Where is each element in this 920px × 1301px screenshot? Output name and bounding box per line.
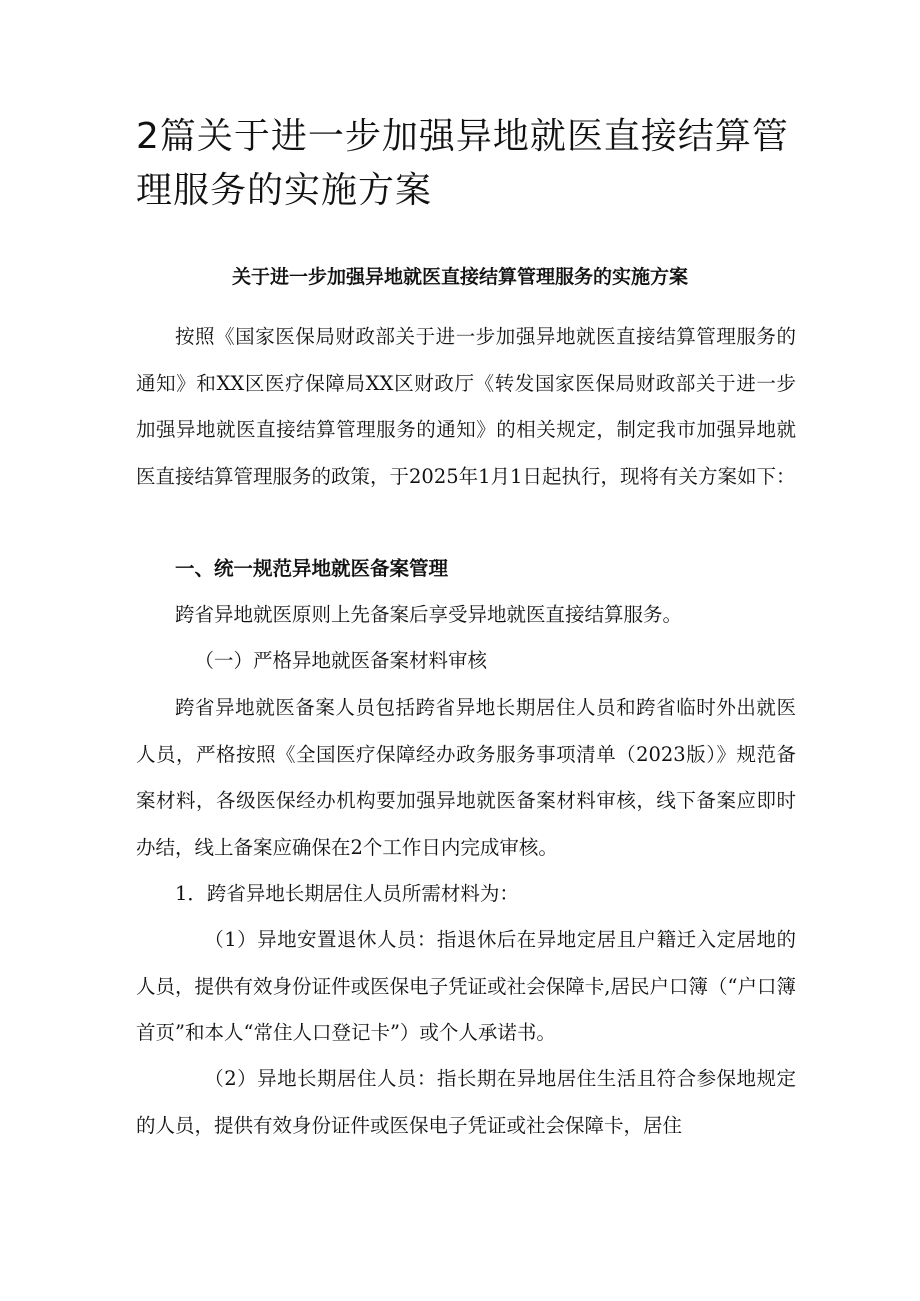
intro-paragraph: 按照《国家医保局财政部关于进一步加强异地就医直接结算管理服务的通知》和XX区医疗保障局XX区财政厅《转发国家医保局财政部关于进一步加强异地就医直接结算管理服务的通知》的相关规定，制定我市加强异地就医直接结算管理服务的政策，于2025年1月1日起执行，现将有关方案如下： bbox=[136, 325, 796, 488]
section-heading-1: 一、统一规范异地就医备案管理 bbox=[175, 557, 449, 580]
list-item-1-1: （1）异地安置退休人员：指退休后在异地定居且户籍迁入定居地的人员，提供有效身份证件或医保电子凭证或社会保障卡,居民户口簿（“户口簿首页”和本人“常住人口登记卡”）或个人承诺书。 bbox=[136, 928, 796, 1044]
subsection-heading-1: （一）严格异地就医备案材料审核 bbox=[194, 649, 488, 672]
subsection-paragraph-1: 跨省异地就医备案人员包括跨省异地长期居住人员和跨省临时外出就医人员，严格按照《全国医疗保障经办政务服务事项清单（2023版）》规范备案材料，各级医保经办机构要加强异地就医备案材料审核，线下备案应即时办结，线上备案应确保在2个工作日内完成审核。 bbox=[136, 696, 796, 859]
list-item-1-2: （2）异地长期居住人员：指长期在异地居住生活且符合参保地规定的人员，提供有效身份证件或医保电子凭证或社会保障卡，居住 bbox=[136, 1067, 796, 1137]
list-item-1: 1．跨省异地长期居住人员所需材料为： bbox=[175, 882, 519, 905]
document-subtitle: 关于进一步加强异地就医直接结算管理服务的实施方案 bbox=[231, 266, 688, 288]
section-paragraph-1: 跨省异地就医原则上先备案后享受异地就医直接结算服务。 bbox=[175, 603, 683, 626]
document-title: 2篇关于进一步加强异地就医直接结算管理服务的实施方案 bbox=[136, 116, 789, 211]
